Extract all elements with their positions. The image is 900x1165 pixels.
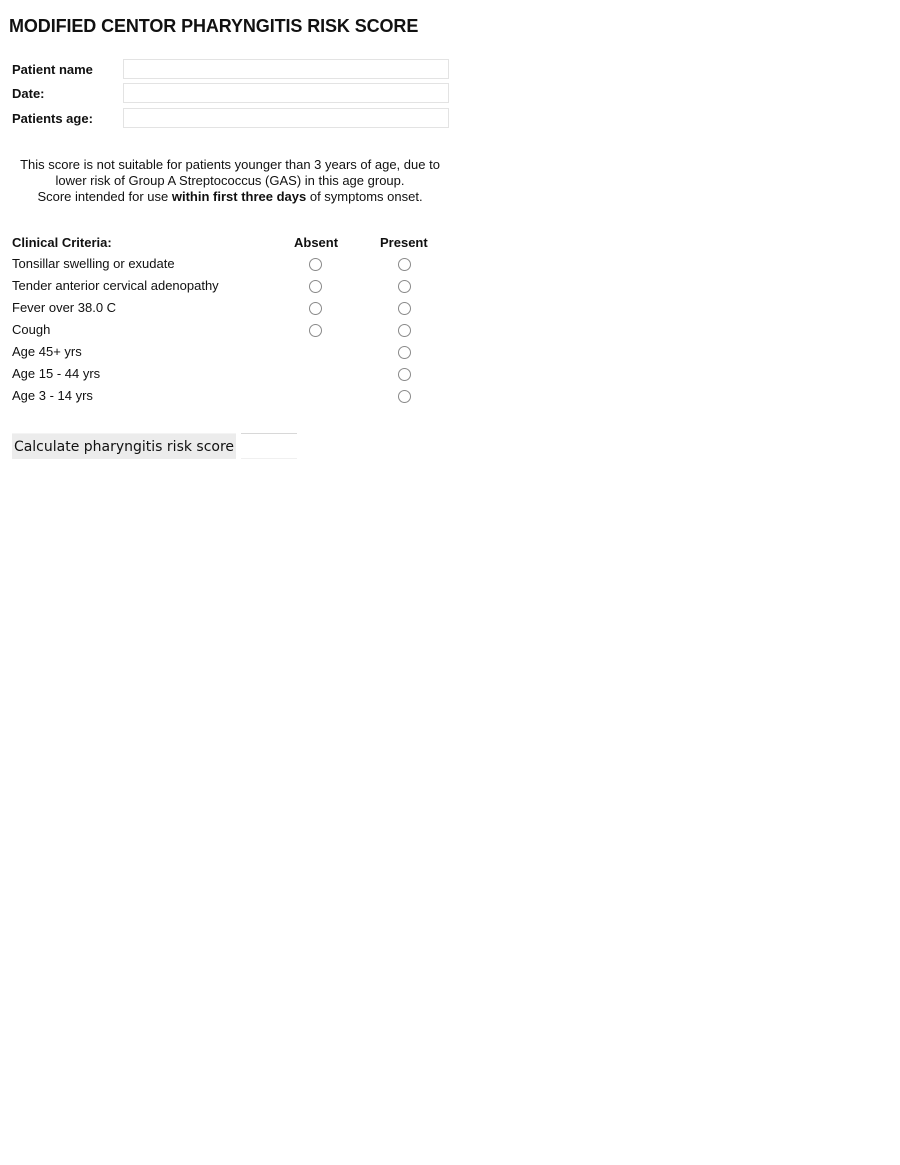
page-title: MODIFIED CENTOR PHARYNGITIS RISK SCORE (9, 16, 419, 36)
criterion-age-15-44 (12, 366, 452, 388)
patients-age-label: Patients age: (12, 111, 93, 126)
cervical-adenopathy-absent-radio[interactable] (309, 280, 322, 293)
patient-name-row (12, 59, 448, 81)
tonsillar-swelling-absent-radio[interactable] (309, 258, 322, 271)
usage-note-line-3-post: of symptoms onset. (306, 189, 423, 204)
age-15-44-present-radio[interactable] (398, 368, 411, 381)
calculate-score-button[interactable]: Calculate pharyngitis risk score (12, 433, 236, 459)
fever-present-radio[interactable] (398, 302, 411, 315)
criterion-cough (12, 322, 452, 344)
usage-note-line-1: This score is not suitable for patients younger than 3 years of age, due to (20, 157, 440, 172)
criterion-label: Tender anterior cervical adenopathy (12, 278, 219, 293)
criterion-age-45-plus (12, 344, 452, 366)
cough-present-radio[interactable] (398, 324, 411, 337)
usage-note-line-3-pre: Score intended for use (37, 189, 172, 204)
criterion-label: Age 3 - 14 yrs (12, 388, 93, 403)
tonsillar-swelling-present-radio[interactable] (398, 258, 411, 271)
criterion-fever (12, 300, 452, 322)
absent-column-header: Absent (294, 235, 339, 250)
present-column-header: Present (380, 235, 428, 250)
usage-note (10, 157, 450, 205)
age-45-plus-present-radio[interactable] (398, 346, 411, 359)
criterion-label: Age 15 - 44 yrs (12, 366, 101, 381)
clinical-criteria-header: Clinical Criteria: (12, 235, 112, 250)
criterion-label: Tonsillar swelling or exudate (12, 256, 175, 271)
criterion-label: Fever over 38.0 C (12, 300, 117, 315)
cervical-adenopathy-present-radio[interactable] (398, 280, 411, 293)
patients-age-input[interactable] (123, 108, 449, 128)
usage-note-line-3 (10, 189, 450, 205)
criterion-cervical-adenopathy (12, 278, 452, 300)
date-label: Date: (12, 86, 45, 101)
usage-note-emphasis: within first three days (171, 189, 307, 204)
fever-absent-radio[interactable] (309, 302, 322, 315)
criterion-tonsillar-swelling (12, 256, 452, 278)
score-result-field (241, 433, 297, 459)
patients-age-row (12, 108, 448, 130)
usage-note-line-2: lower risk of Group A Streptococcus (GAS) in this age group. (55, 173, 405, 188)
criterion-label: Age 45+ yrs (12, 344, 82, 359)
criterion-age-3-14 (12, 388, 452, 410)
age-3-14-present-radio[interactable] (398, 390, 411, 403)
cough-absent-radio[interactable] (309, 324, 322, 337)
criterion-label: Cough (12, 322, 51, 337)
patient-name-input[interactable] (123, 59, 449, 79)
patient-name-label: Patient name (12, 62, 93, 77)
date-input[interactable] (123, 83, 449, 103)
date-row (12, 83, 448, 105)
